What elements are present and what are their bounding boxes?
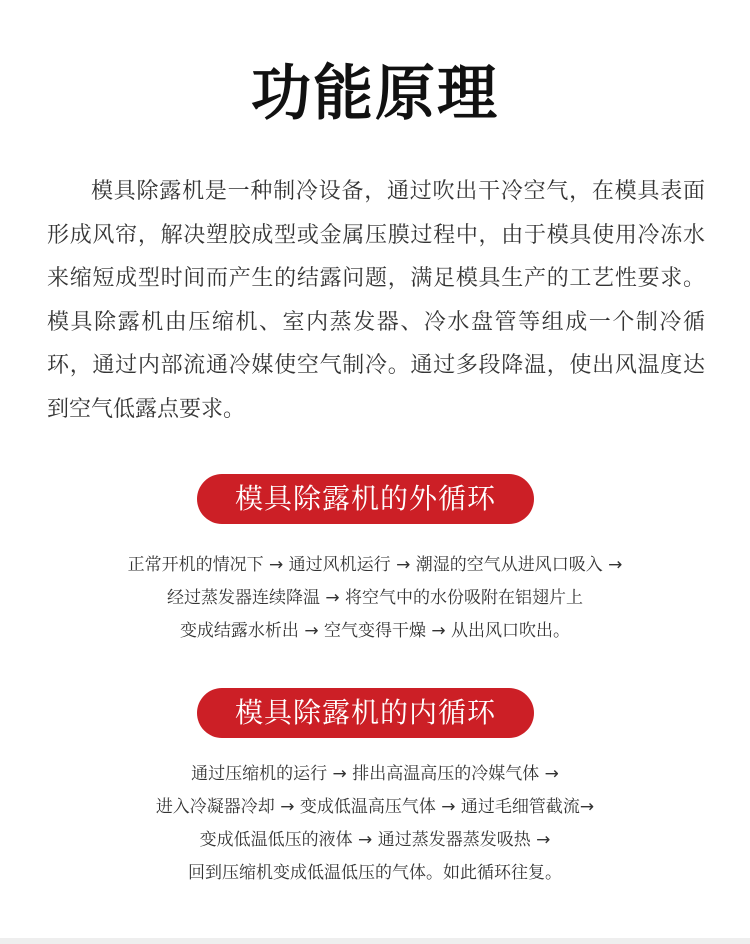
outer-cycle-heading: 模具除露机的外循环	[197, 474, 534, 524]
outer-cycle-step-line: 正常开机的情况下 → 通过风机运行 → 潮湿的空气从进风口吸入 →	[127, 555, 623, 575]
inner-cycle-step-line: 进入冷凝器冷却 → 变成低温高压气体 → 通过毛细管截流→	[155, 797, 595, 817]
inner-cycle-step-line: 回到压缩机变成低温低压的气体。如此循环往复。	[188, 863, 562, 883]
inner-cycle-flow	[0, 758, 750, 890]
outer-cycle-step-line: 变成结露水析出 → 空气变得干燥 → 从出风口吹出。	[179, 621, 571, 641]
inner-cycle-step-line: 通过压缩机的运行 → 排出高温高压的冷媒气体 →	[191, 764, 559, 784]
inner-cycle-heading: 模具除露机的内循环	[197, 688, 534, 738]
outer-cycle-flow	[0, 549, 750, 648]
inner-cycle-step-line: 变成低温低压的液体 → 通过蒸发器蒸发吸热 →	[199, 830, 551, 850]
outer-cycle-step-line: 经过蒸发器连续降温 → 将空气中的水份吸附在铝翅片上	[166, 588, 584, 608]
page-title: 功能原理	[251, 59, 499, 129]
footer-divider	[0, 938, 750, 944]
intro-paragraph: 模具除露机是一种制冷设备，通过吹出干冷空气，在模具表面形成风帘，解决塑胶成型或金属压膜过程中，由于模具使用冷冻水来缩短成型时间而产生的结露问题，满足模具生产的工艺性要求。模具除露机由压缩机、室内蒸发器、冷水盘管等组成一个制冷循环，通过内部流通冷媒使空气制冷。通过多段降温，使出风温度达到空气低露点要求。	[47, 179, 705, 422]
